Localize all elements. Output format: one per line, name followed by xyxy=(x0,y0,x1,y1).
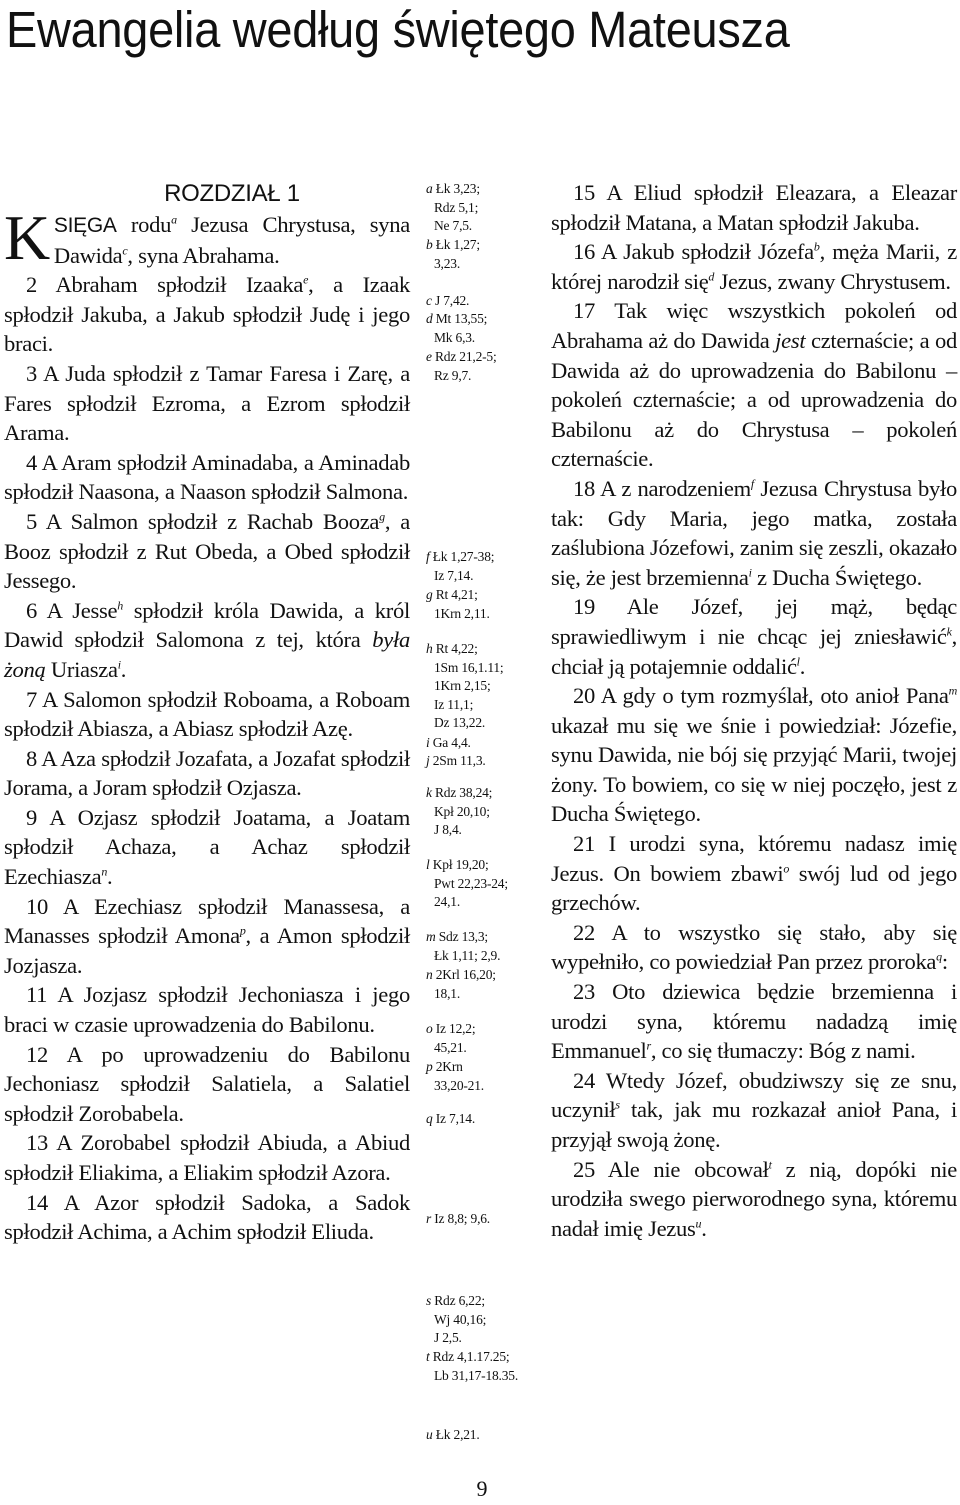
cross-reference-line xyxy=(426,734,544,753)
verse-text: 17 Tak więc wszystkich pokoleń od Abrahama aż do Dawida xyxy=(551,298,957,353)
cross-reference-text: Łk 1,27; xyxy=(435,237,480,252)
cross-reference-text: Iz 8,8; 9,6. xyxy=(434,1211,490,1226)
cross-reference-text: 2Krn xyxy=(435,1059,463,1074)
verse-text: Jezus, zwany Chrystusem. xyxy=(714,268,951,294)
cross-reference-text: Pwt 22,23-24; xyxy=(434,875,508,891)
cross-reference-line xyxy=(426,1077,544,1096)
cross-reference-line xyxy=(426,752,544,771)
cross-reference-text: Iz 7,14. xyxy=(435,1111,476,1126)
cross-reference-t[interactable] xyxy=(426,1348,544,1385)
verse-list-left xyxy=(4,270,410,1247)
cross-reference-line xyxy=(426,199,544,218)
cross-reference-letter: k xyxy=(426,785,432,800)
cross-reference-line xyxy=(426,1348,544,1367)
verse-text: tak, jak mu rozkazał anioł Pana, i przyjął swoją żonę. xyxy=(551,1097,957,1152)
footnote-marker[interactable]: f xyxy=(750,476,754,491)
verse-text: 18 A z narodzeniem xyxy=(573,475,751,501)
cross-reference-s[interactable] xyxy=(426,1292,544,1348)
cross-reference-r[interactable] xyxy=(426,1210,544,1229)
cross-reference-line xyxy=(426,180,544,199)
verse-text: rodu xyxy=(116,212,172,237)
cross-reference-line xyxy=(426,1020,544,1039)
cross-reference-line xyxy=(426,1210,544,1229)
cross-reference-text: Ne 7,5. xyxy=(434,218,472,234)
cross-reference-line xyxy=(426,1311,544,1330)
cross-reference-line xyxy=(426,821,544,840)
footnote-marker[interactable]: i xyxy=(117,657,121,672)
verse xyxy=(4,980,410,1039)
italic-text: była żoną xyxy=(4,627,410,682)
cross-reference-k[interactable] xyxy=(426,784,544,840)
verse-text: 19 Ale Józef, jej mąż, będąc sprawiedliwym i nie chcąc jej zniesławić xyxy=(551,594,957,649)
main-text-right-column xyxy=(551,178,957,1243)
cross-reference-b[interactable] xyxy=(426,236,544,273)
cross-reference-line xyxy=(426,714,544,733)
cross-reference-text: 18,1. xyxy=(434,985,461,1001)
italic-text: jest xyxy=(775,327,806,353)
cross-reference-text: Rz 9,7. xyxy=(434,367,472,383)
cross-reference-text: Sdz 13,3; xyxy=(438,929,488,944)
cross-reference-letter: j xyxy=(426,753,430,768)
cross-reference-letter: m xyxy=(426,929,436,944)
cross-reference-letter: c xyxy=(426,293,432,308)
verse-text: spłodził króla Dawida, a król Dawid spłodził Salomona z tej, która xyxy=(4,597,411,653)
cross-reference-l[interactable] xyxy=(426,856,544,912)
verse xyxy=(551,592,957,681)
cross-reference-letter: n xyxy=(426,967,433,982)
cross-reference-line xyxy=(426,856,544,875)
cross-reference-line xyxy=(426,1426,544,1445)
verse-text: . xyxy=(107,864,113,890)
cross-reference-letter: o xyxy=(426,1021,433,1036)
verse-text: , a Booz spłodził z Rut Obeda, a Obed spłodził Jessego. xyxy=(4,508,410,594)
cross-reference-m[interactable] xyxy=(426,928,544,965)
cross-reference-line xyxy=(426,1058,544,1077)
cross-reference-text: Rt 4,21; xyxy=(435,587,478,602)
cross-reference-line xyxy=(426,677,544,696)
cross-reference-line xyxy=(426,696,544,715)
cross-reference-text: Iz 11,1; xyxy=(434,696,474,712)
cross-reference-letter: d xyxy=(426,311,433,326)
cross-reference-text: 1Sm 16,1.11; xyxy=(434,659,504,675)
verse xyxy=(551,918,957,977)
footnote-marker[interactable]: c xyxy=(122,243,128,258)
chapter-heading: ROZDZIAŁ 1 xyxy=(164,180,300,207)
cross-reference-q[interactable] xyxy=(426,1110,544,1129)
cross-reference-line xyxy=(426,329,544,348)
page-title: Ewangelia według świętego Mateusza xyxy=(6,1,790,58)
cross-reference-text: Łk 3,23; xyxy=(435,181,480,196)
cross-reference-line xyxy=(426,586,544,605)
cross-reference-n[interactable] xyxy=(426,966,544,1003)
footnote-marker[interactable]: d xyxy=(708,269,715,284)
cross-reference-text: Iz 7,14. xyxy=(434,567,474,583)
cross-reference-line xyxy=(426,803,544,822)
cross-reference-text: Mk 6,3. xyxy=(434,329,475,345)
verse-text: z nią, dopóki nie urodziła swego pierworodnego syna, któremu nadał imię Jezus xyxy=(551,1156,957,1241)
footnote-marker[interactable]: n xyxy=(101,864,108,879)
cross-reference-letter: t xyxy=(426,1349,430,1364)
footnote-marker[interactable]: m xyxy=(948,683,957,698)
cross-reference-text: Kpł 19,20; xyxy=(432,857,489,872)
verse-text: Jezusa Chrystusa było tak: Gdy Maria, jego matka, została zaślubiona Józefowi, zanim się zeszli, okazało się, że jest brzemienna xyxy=(551,475,958,590)
footnote-marker[interactable]: t xyxy=(768,1157,772,1172)
verse xyxy=(4,359,410,448)
cross-reference-text: Łk 1,11; 2,9. xyxy=(434,947,501,963)
cross-reference-letter: f xyxy=(426,549,430,564)
cross-reference-text: Kpł 20,10; xyxy=(434,803,490,819)
cross-reference-line xyxy=(426,659,544,678)
main-text-left-column xyxy=(4,178,410,1247)
verse-text: , co się tłumaczy: Bóg z nami. xyxy=(650,1038,916,1064)
verse xyxy=(4,803,410,892)
cross-reference-line xyxy=(426,985,544,1004)
verse xyxy=(4,270,410,359)
cross-reference-text: Mt 13,55; xyxy=(435,311,488,326)
cross-reference-line xyxy=(426,217,544,236)
cross-reference-line xyxy=(426,875,544,894)
verse-text: 9 A Ozjasz spłodził Joatama, a Joatam spłodził Achaza, a Achaz spłodził Ezechiasza xyxy=(4,804,410,890)
verse xyxy=(551,977,957,1066)
footnote-marker[interactable]: l xyxy=(796,653,800,668)
verse-text: 3 A Juda spłodził z Tamar Faresa i Zarę, a Fares spłodził Ezroma, a Ezrom spłodził Arama. xyxy=(4,360,410,446)
cross-reference-text: Rdz 5,1; xyxy=(434,199,479,215)
cross-reference-i[interactable] xyxy=(426,734,544,753)
verse-text: z Ducha Świętego. xyxy=(751,564,922,590)
verse xyxy=(4,685,410,744)
verse xyxy=(4,1128,410,1187)
verse-text: 13 A Zorobabel spłodził Abiuda, a Abiud spłodził Eliakima, a Eliakim spłodził Azora. xyxy=(4,1130,410,1185)
footnote-marker[interactable]: o xyxy=(783,861,790,876)
cross-reference-text: 24,1. xyxy=(434,894,461,910)
cross-reference-text: Rdz 4,1.17.25; xyxy=(432,1349,510,1364)
cross-reference-line xyxy=(426,1110,544,1129)
cross-reference-h[interactable] xyxy=(426,640,544,733)
cross-reference-j[interactable] xyxy=(426,752,544,771)
cross-reference-text: 2Krl 16,20; xyxy=(435,967,496,982)
verse-text: 16 A Jakub spłodził Józefa xyxy=(573,239,814,265)
cross-reference-letter: b xyxy=(426,237,433,252)
cross-reference-text: Iz 12,2; xyxy=(435,1021,476,1036)
verse-text: 10 A Ezechiasz spłodził Manassesa, a Manasses spłodził Amona xyxy=(4,893,410,949)
verse-text: 2 Abraham spłodził Izaaka xyxy=(26,272,304,298)
cross-reference-text: 33,20-21. xyxy=(434,1077,484,1093)
verse-text: 5 A Salmon spłodził z Rachab Booza xyxy=(26,508,380,534)
verse-text: , chciał ją potajemnie oddalić xyxy=(551,623,957,679)
cross-reference-letter: l xyxy=(426,857,430,872)
verse-text: , a Amon spłodził Jozjasza. xyxy=(4,923,410,978)
cross-reference-text: Rt 4,22; xyxy=(435,641,478,656)
footnote-marker[interactable]: q xyxy=(936,949,942,964)
cross-reference-p[interactable] xyxy=(426,1058,544,1095)
verse-text: 8 A Aza spłodził Jozafata, a Jozafat spłodził Jorama, a Joram spłodził Ozjasza. xyxy=(4,745,410,801)
verse xyxy=(4,1188,410,1247)
verse-text: ukazał mu się we śnie i powiedział: Józefie, synu Dawida, nie bój się przyjąć Marii, twojej żony. To bowiem, co się w niej poczęło, jest z Ducha Świętego. xyxy=(551,712,957,827)
cross-reference-letter: r xyxy=(426,1211,432,1226)
cross-reference-text: 2Sm 11,3. xyxy=(432,753,486,768)
cross-reference-o[interactable] xyxy=(426,1020,544,1057)
verse-text: czternaście; a od Dawida aż do uprowadzenia do Babilonu – pokoleń czternaście; a od uprowadzenia do Babilonu aż do Chrystusa – pokoleń czternaście. xyxy=(551,327,957,472)
cross-reference-text: 3,23. xyxy=(434,255,461,271)
verse-text: 4 A Aram spłodził Aminadaba, a Aminadab spłodził Naasona, a Naason spłodził Salmona. xyxy=(4,449,410,505)
footnote-marker[interactable]: k xyxy=(946,624,952,639)
cross-reference-letter: p xyxy=(426,1059,433,1074)
cross-reference-line xyxy=(426,310,544,329)
verse xyxy=(4,744,410,803)
verse-text: Jezusa Chrystusa, syna Dawida xyxy=(53,212,410,268)
cross-reference-text: Rdz 38,24; xyxy=(434,785,493,800)
footnote-marker[interactable]: b xyxy=(813,239,820,254)
cross-reference-line xyxy=(426,255,544,274)
cross-reference-text: J 8,4. xyxy=(434,822,462,838)
footnote-marker[interactable]: i xyxy=(748,565,752,580)
cross-reference-letter: q xyxy=(426,1111,433,1126)
cross-reference-text: 1Krn 2,15; xyxy=(434,678,491,694)
verse-text: . xyxy=(701,1215,707,1241)
footnote-marker[interactable]: h xyxy=(117,598,123,613)
cross-reference-e[interactable] xyxy=(426,348,544,385)
verse-text: 20 A gdy o tym rozmyślał, oto anioł Pana xyxy=(573,683,949,709)
page-number: 9 xyxy=(476,1476,488,1501)
verse-text: Uriasza xyxy=(45,656,118,682)
cross-reference-line xyxy=(426,1039,544,1058)
verse-text: 15 A Eliud spłodził Eleazara, a Eleazar spłodził Matana, a Matan spłodził Jakuba. xyxy=(551,180,957,235)
cross-reference-text: 45,21. xyxy=(434,1039,467,1055)
verse-text: 6 A Jesse xyxy=(26,597,118,623)
verse xyxy=(551,1155,957,1244)
verse-text: 25 Ale nie obcował xyxy=(573,1156,769,1182)
cross-reference-letter: g xyxy=(426,587,433,602)
verse-text: . xyxy=(120,656,127,682)
verse xyxy=(4,1040,410,1129)
cross-reference-text: Ga 4,4. xyxy=(432,735,471,750)
verse xyxy=(551,829,957,918)
cross-reference-c[interactable] xyxy=(426,292,544,311)
cross-reference-text: Wj 40,16; xyxy=(434,1311,487,1327)
cross-reference-text: Łk 2,21. xyxy=(435,1427,480,1442)
cross-reference-line xyxy=(426,966,544,985)
verse xyxy=(551,237,957,296)
cross-reference-letter: h xyxy=(426,641,433,656)
cross-reference-text: Rdz 6,22; xyxy=(434,1293,485,1308)
verse-text: 12 A po uprowadzeniu do Babilonu Jechoniasz spłodził Salatiela, a Salatiel spłodził Zorobabela. xyxy=(4,1041,410,1126)
cross-reference-letter: s xyxy=(426,1293,432,1308)
cross-reference-text: J 2,5. xyxy=(434,1330,462,1346)
verse-text: , syna Abrahama. xyxy=(127,242,280,268)
cross-reference-text: Łk 1,27-38; xyxy=(432,549,495,564)
cross-reference-line xyxy=(426,928,544,947)
cross-reference-line xyxy=(426,605,544,624)
verse xyxy=(4,507,410,596)
verse xyxy=(551,178,957,237)
verse-text: , a Izaak spłodził Jakuba, a Jakub spłodził Judę i jego braci. xyxy=(4,272,410,357)
verse xyxy=(551,474,957,592)
verse xyxy=(4,892,410,981)
cross-reference-text: J 7,42. xyxy=(434,293,470,308)
cross-reference-text: Rdz 21,2-5; xyxy=(434,349,497,364)
verse-1 xyxy=(4,202,410,273)
drop-cap: K xyxy=(4,202,50,273)
cross-reference-line xyxy=(426,348,544,367)
verse xyxy=(4,448,410,507)
first-word: SIĘGA xyxy=(53,214,117,237)
cross-reference-g[interactable] xyxy=(426,586,544,623)
footnote-marker[interactable]: u xyxy=(695,1216,702,1231)
cross-reference-letter: a xyxy=(426,181,433,196)
verse xyxy=(551,681,957,829)
footnote-marker[interactable]: r xyxy=(646,1038,651,1053)
footnote-marker[interactable]: p xyxy=(239,923,246,938)
cross-reference-letter: e xyxy=(426,349,432,364)
verse-text: : xyxy=(941,949,948,975)
cross-reference-text: Lb 31,17-18.35. xyxy=(434,1367,518,1383)
verse-text: 7 A Salomon spłodził Roboama, a Roboam spłodził Abiasza, a Abiasz spłodził Azę. xyxy=(4,686,410,742)
cross-reference-line xyxy=(426,893,544,912)
cross-reference-line xyxy=(426,236,544,255)
cross-reference-line xyxy=(426,292,544,311)
verse-text: , męża Marii, z której narodził się xyxy=(551,239,957,294)
verse-text: 24 Wtedy Józef, obudziwszy się ze snu, uczynił xyxy=(551,1067,957,1123)
verse-text: 14 A Azor spłodził Sadoka, a Sadok spłodził Achima, a Achim spłodził Eliuda. xyxy=(4,1189,410,1245)
cross-reference-line xyxy=(426,640,544,659)
verse-text: 21 I urodzi syna, któremu nadasz imię Jezus. On bowiem zbawi xyxy=(551,831,957,886)
verse-list-right xyxy=(551,178,957,1243)
footnote-marker[interactable]: g xyxy=(379,509,385,524)
cross-reference-line xyxy=(426,1292,544,1311)
footnote-marker[interactable]: s xyxy=(615,1097,620,1112)
cross-reference-line xyxy=(426,947,544,966)
cross-reference-a[interactable] xyxy=(426,180,544,236)
footnote-marker[interactable]: e xyxy=(303,272,309,287)
verse-text: 22 A to wszystko się stało, aby się wypełniło, co powiedział Pan przez proroka xyxy=(551,919,957,975)
verse-text: 23 Oto dziewica będzie brzemienna i urodzi syna, któremu nadadzą imię Emmanuel xyxy=(551,979,957,1064)
verse-text: 11 A Jozjasz spłodził Jechoniasza i jego braci w czasie uprowadzenia do Babilonu. xyxy=(4,982,410,1038)
verse-text: swój lud od jego grzechów. xyxy=(551,860,957,916)
cross-reference-line xyxy=(426,784,544,803)
cross-reference-letter: u xyxy=(426,1427,433,1442)
footnote-marker[interactable]: a xyxy=(171,212,177,227)
verse-text: . xyxy=(799,653,806,679)
cross-reference-u[interactable] xyxy=(426,1426,544,1445)
cross-reference-d[interactable] xyxy=(426,310,544,347)
cross-reference-line xyxy=(426,1329,544,1348)
cross-reference-f[interactable] xyxy=(426,548,544,585)
cross-reference-text: Dz 13,22. xyxy=(434,715,486,731)
cross-reference-line xyxy=(426,548,544,567)
verse xyxy=(551,1066,957,1155)
cross-reference-line xyxy=(426,367,544,386)
cross-reference-text: 1Krn 2,11. xyxy=(434,605,490,621)
cross-reference-line xyxy=(426,1367,544,1386)
verse xyxy=(551,296,957,474)
cross-reference-line xyxy=(426,567,544,586)
cross-reference-letter: i xyxy=(426,735,430,750)
verse xyxy=(4,596,410,685)
